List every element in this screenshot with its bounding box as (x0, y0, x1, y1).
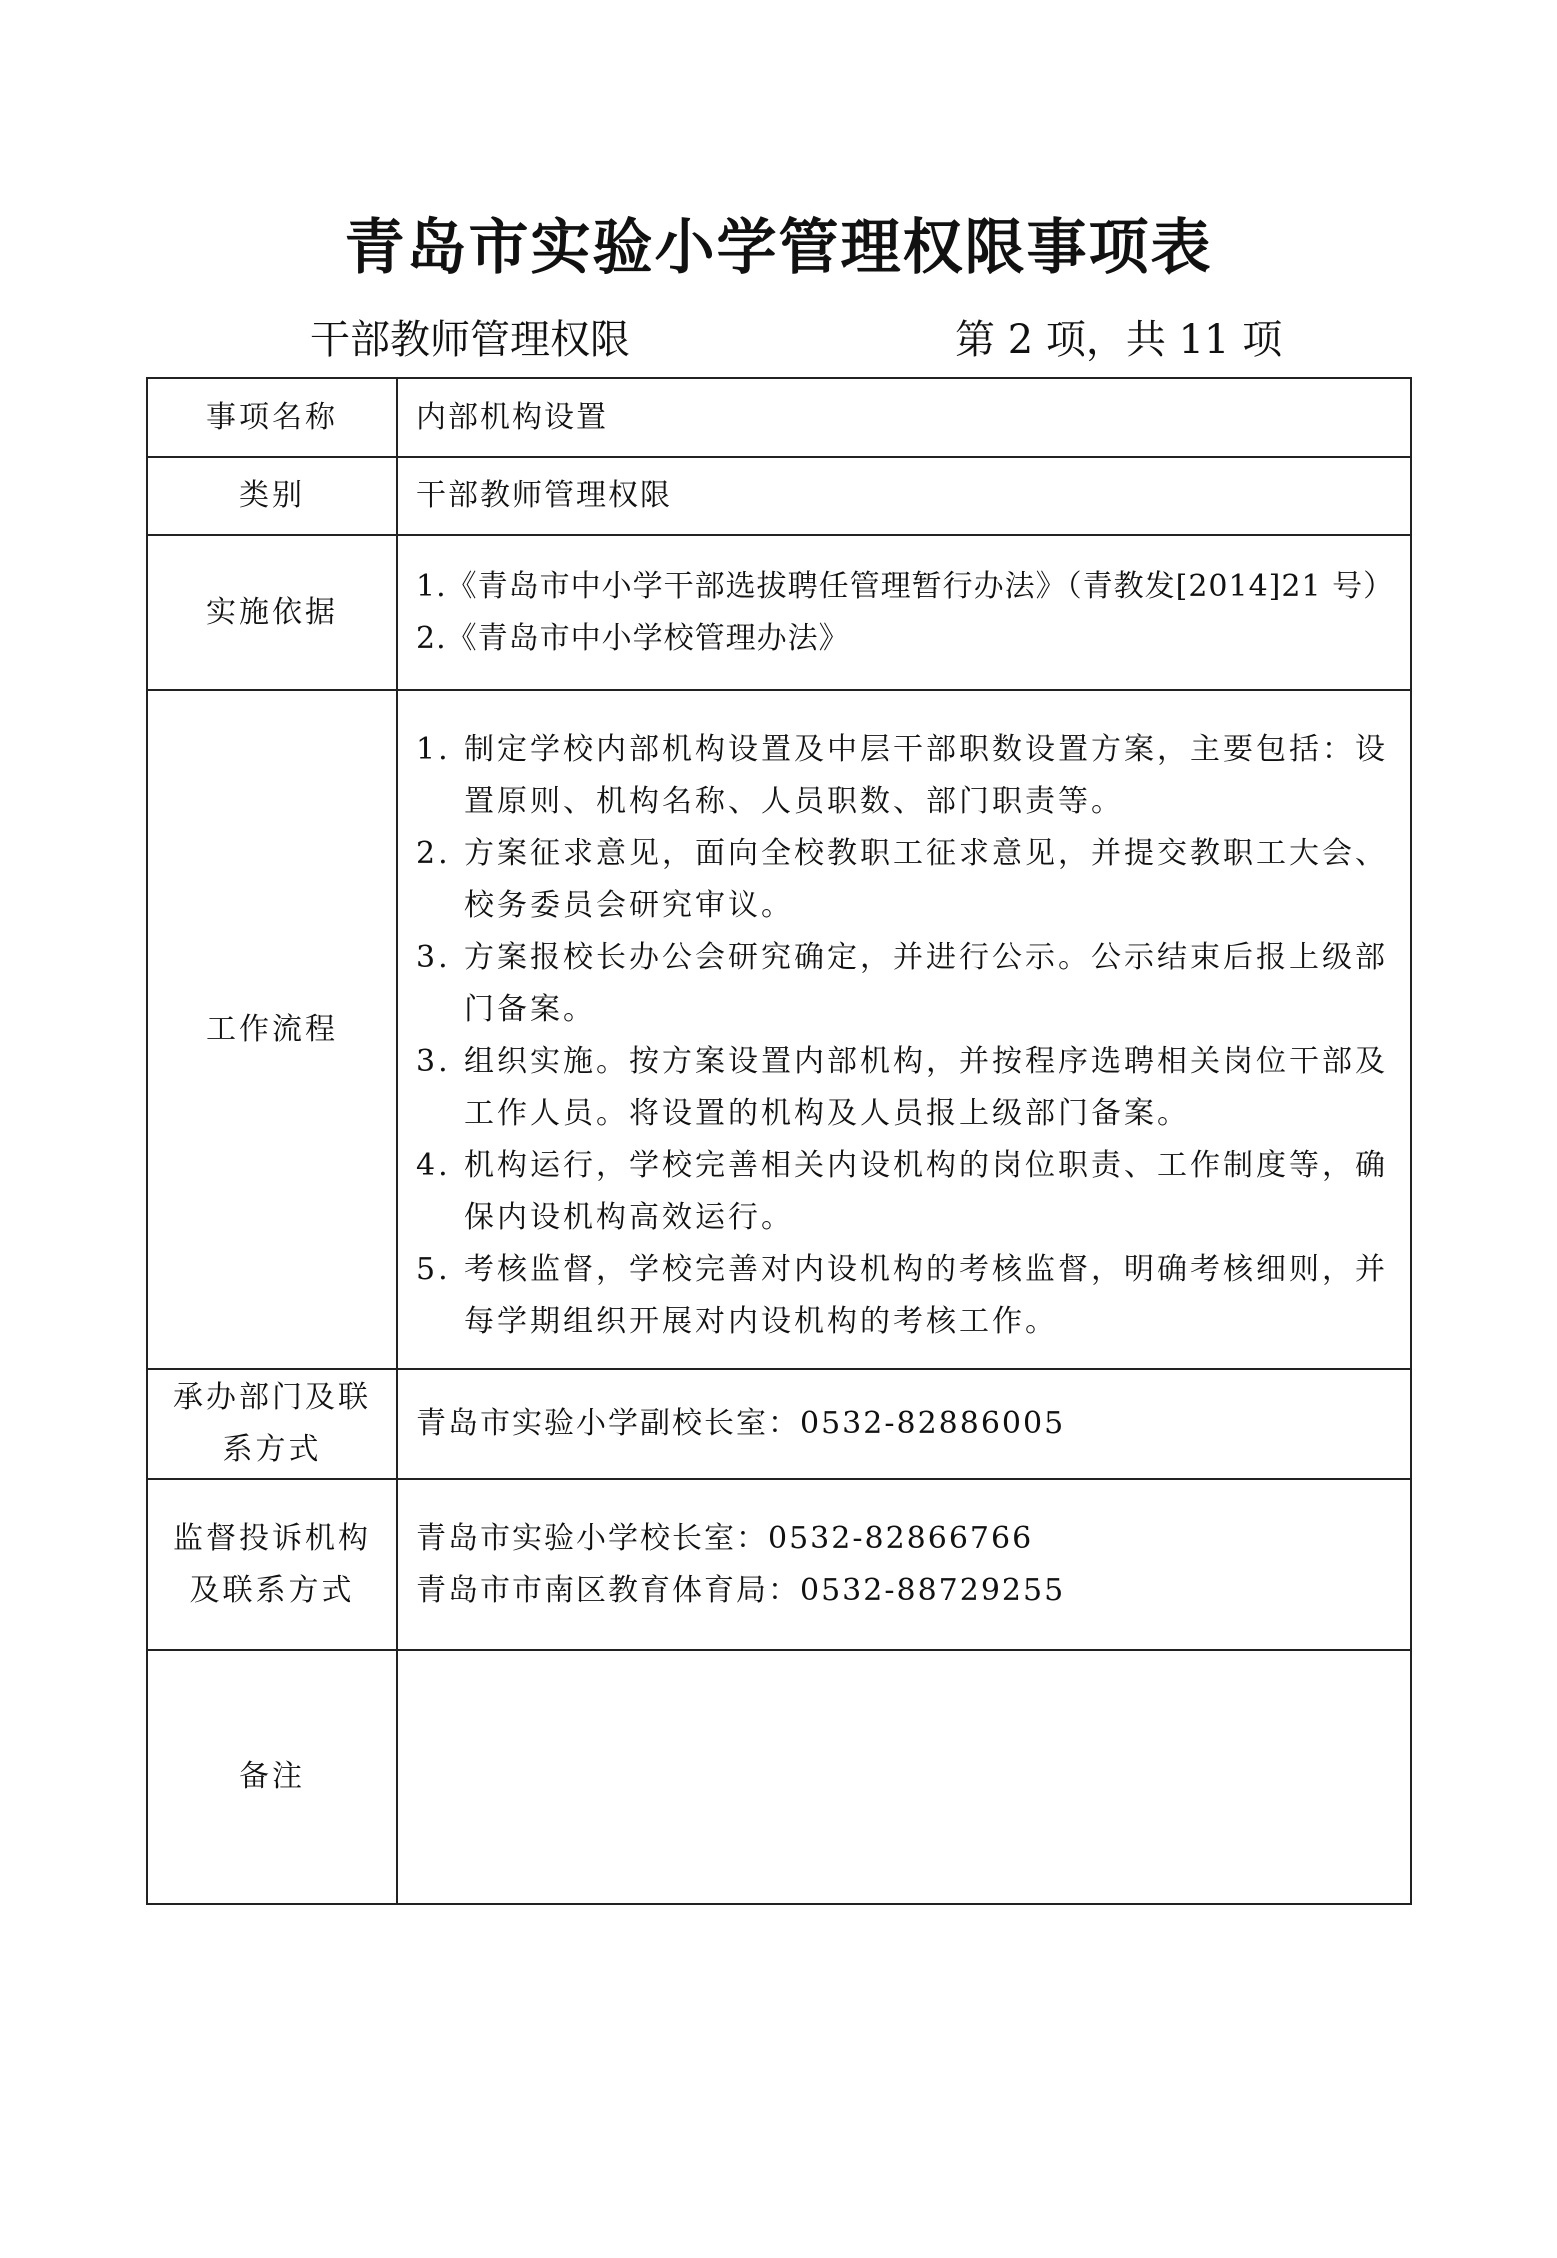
step-text: 组织实施。按方案设置内部机构，并按程序选聘相关岗位干部及工作人员。将设置的机构及人员报上级部门备案。 (464, 1043, 1388, 1131)
item-name-value: 内部机构设置 (397, 378, 1411, 457)
basis-value (397, 535, 1411, 690)
process-label: 工作流程 (147, 690, 397, 1369)
row-category (147, 457, 1411, 535)
basis-item: 2.《青岛市中小学校管理办法》 (416, 620, 850, 656)
department-label (147, 1369, 397, 1479)
item-name-label: 事项名称 (147, 378, 397, 457)
supervision-label-line: 及联系方式 (189, 1572, 355, 1608)
supervision-item: 青岛市市南区教育体育局：0532-88729255 (416, 1572, 1066, 1608)
process-value (397, 690, 1411, 1369)
basis-label: 实施依据 (147, 535, 397, 690)
process-step (416, 828, 1396, 932)
process-step (416, 1244, 1396, 1348)
step-number: 3. (416, 1043, 451, 1079)
remarks-value (397, 1650, 1411, 1904)
category-value: 干部教师管理权限 (397, 457, 1411, 535)
category-subtitle: 干部教师管理权限 (310, 317, 630, 363)
basis-item: 1.《青岛市中小学干部选拔聘任管理暂行办法》（青教发[2014]21 号） (416, 568, 1395, 604)
supervision-item: 青岛市实验小学校长室：0532-82866766 (416, 1520, 1034, 1556)
step-text: 考核监督，学校完善对内设机构的考核监督，明确考核细则，并每学期组织开展对内设机构的考核工作。 (464, 1251, 1388, 1339)
row-supervision (147, 1479, 1411, 1650)
row-item-name (147, 378, 1411, 457)
department-value: 青岛市实验小学副校长室：0532-82886005 (397, 1369, 1411, 1479)
process-step (416, 724, 1396, 828)
step-number: 1. (416, 731, 451, 767)
row-remarks (147, 1650, 1411, 1904)
step-text: 方案报校长办公会研究确定，并进行公示。公示结束后报上级部门备案。 (464, 939, 1388, 1027)
remarks-label: 备注 (147, 1650, 397, 1904)
process-step (416, 1036, 1396, 1140)
supervision-label-line: 监督投诉机构 (173, 1520, 371, 1556)
row-process (147, 690, 1411, 1369)
process-steps (416, 694, 1396, 1366)
permission-table (146, 377, 1412, 1905)
item-index: 第 2 项，共 11 项 (955, 317, 1283, 363)
row-basis (147, 535, 1411, 690)
step-number: 3. (416, 939, 451, 975)
supervision-label (147, 1479, 397, 1650)
supervision-value (397, 1479, 1411, 1650)
category-label: 类别 (147, 457, 397, 535)
department-label-line: 系方式 (222, 1432, 322, 1467)
step-number: 5. (416, 1251, 451, 1287)
step-text: 方案征求意见，面向全校教职工征求意见，并提交教职工大会、校务委员会研究审议。 (464, 835, 1388, 923)
step-number: 2. (416, 835, 451, 871)
row-department (147, 1369, 1411, 1479)
step-text: 制定学校内部机构设置及中层干部职数设置方案，主要包括：设置原则、机构名称、人员职数、部门职责等。 (464, 731, 1388, 819)
department-label-line: 承办部门及联 (173, 1380, 371, 1415)
document-title: 青岛市实验小学管理权限事项表 (344, 213, 1213, 283)
process-step (416, 932, 1396, 1036)
process-step (416, 1140, 1396, 1244)
step-text: 机构运行，学校完善相关内设机构的岗位职责、工作制度等，确保内设机构高效运行。 (464, 1147, 1388, 1235)
step-number: 4. (416, 1147, 451, 1183)
